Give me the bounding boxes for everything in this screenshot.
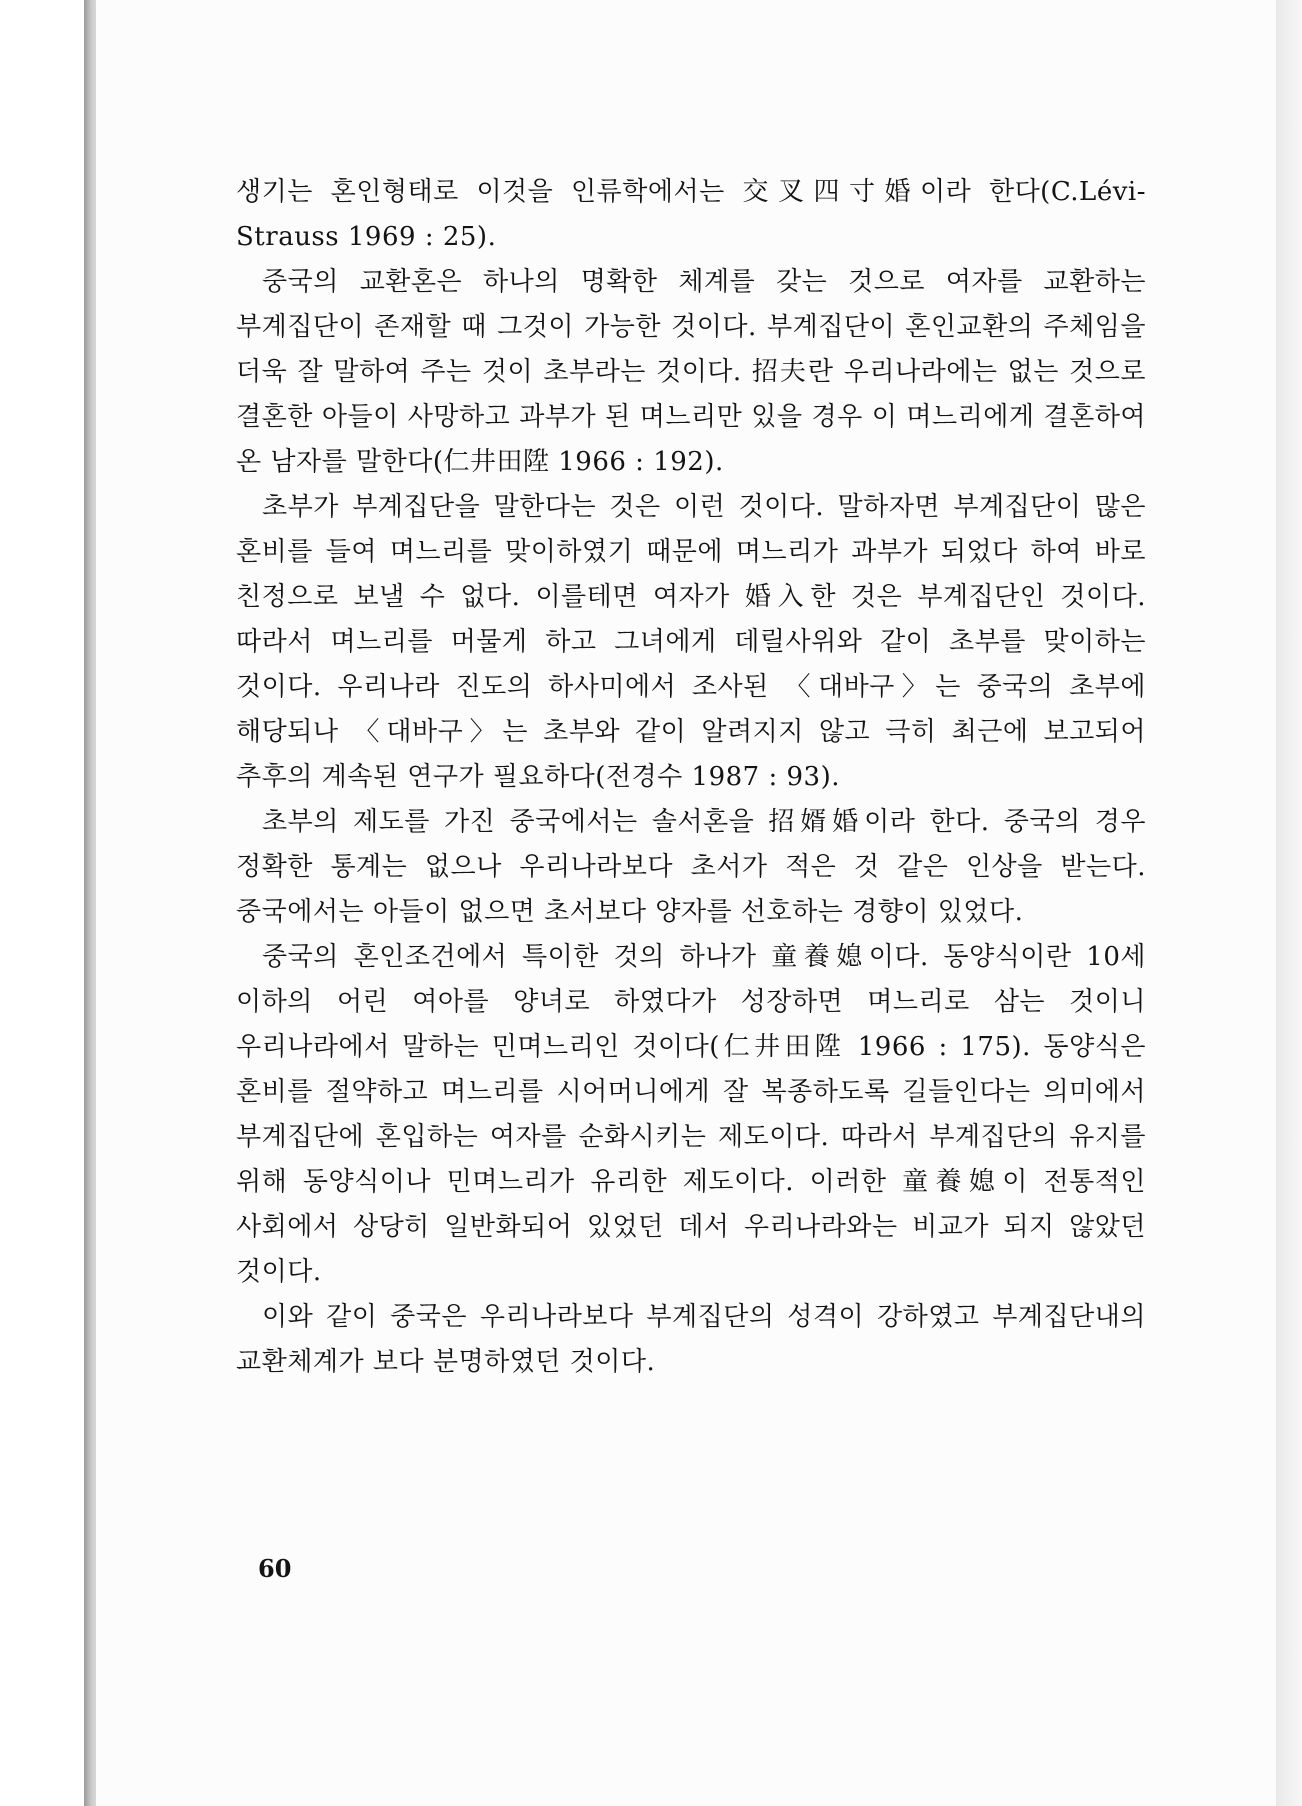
paragraph-dongyangsik: 중국의 혼인조건에서 특이한 것의 하나가 童養媳이다. 동양식이란 10세 이하의 어린 여아를 양녀로 하였다가 성장하면 며느리로 삼는 것이니 우리나라에서 말하는 민며느리인 것이다(仁井田陞 1966 : 175). 동양식은 혼비를 절약하고 며느리를 시어머니에게 잘 복종하도록 길들인다는 의미에서 부계집단에 혼입하는 여자를 순화시키는 제도이다. 따라서 부계집단의 유지를 위해 동양식이나 민며느리가 유리한 제도이다. 이러한 童養媳이 전통적인 사회에서 상당히 일반화되어 있었던 데서 우리나라와는 비교가 되지 않았던 것이다. [236,942,1146,1287]
paragraph-continued: 생기는 혼인형태로 이것을 인류학에서는 交叉四寸婚이라 한다(C.Lévi-Strauss 1969 : 25). [236,177,1146,252]
body-text [236,170,1146,1385]
paragraph-exchange-marriage: 중국의 교환혼은 하나의 명확한 체계를 갖는 것으로 여자를 교환하는 부계집단이 존재할 때 그것이 가능한 것이다. 부계집단이 혼인교환의 주체임을 더욱 잘 말하여 주는 것이 초부라는 것이다. 招夫란 우리나라에는 없는 것으로 결혼한 아들이 사망하고 과부가 된 며느리만 있을 경우 이 며느리에게 결혼하여 온 남자를 말한다(仁井田陞 1966 : 192). [236,267,1146,477]
page-number: 60 [258,1554,292,1583]
page-right-margin [1276,0,1302,1806]
paragraph-conclusion: 이와 같이 중국은 우리나라보다 부계집단의 성격이 강하였고 부계집단내의 교환체계가 보다 분명하였던 것이다. [236,1302,1146,1377]
paragraph-choseo: 초부의 제도를 가진 중국에서는 솔서혼을 招婿婚이라 한다. 중국의 경우 정확한 통계는 없으나 우리나라보다 초서가 적은 것 같은 인상을 받는다. 중국에서는 아들이 없으면 초서보다 양자를 선호하는 경향이 있었다. [236,807,1146,927]
paragraph-chobu: 초부가 부계집단을 말한다는 것은 이런 것이다. 말하자면 부계집단이 많은 혼비를 들여 며느리를 맞이하였기 때문에 며느리가 과부가 되었다 하여 바로 친정으로 보낼 수 없다. 이를테면 여자가 婚入한 것은 부계집단인 것이다. 따라서 며느리를 머물게 하고 그녀에게 데릴사위와 같이 초부를 맞이하는 것이다. 우리나라 진도의 하사미에서 조사된 〈대바구〉는 중국의 초부에 해당되나 〈대바구〉는 초부와 같이 알려지지 않고 극히 최근에 보고되어 추후의 계속된 연구가 필요하다(전경수 1987 : 93). [236,492,1146,792]
